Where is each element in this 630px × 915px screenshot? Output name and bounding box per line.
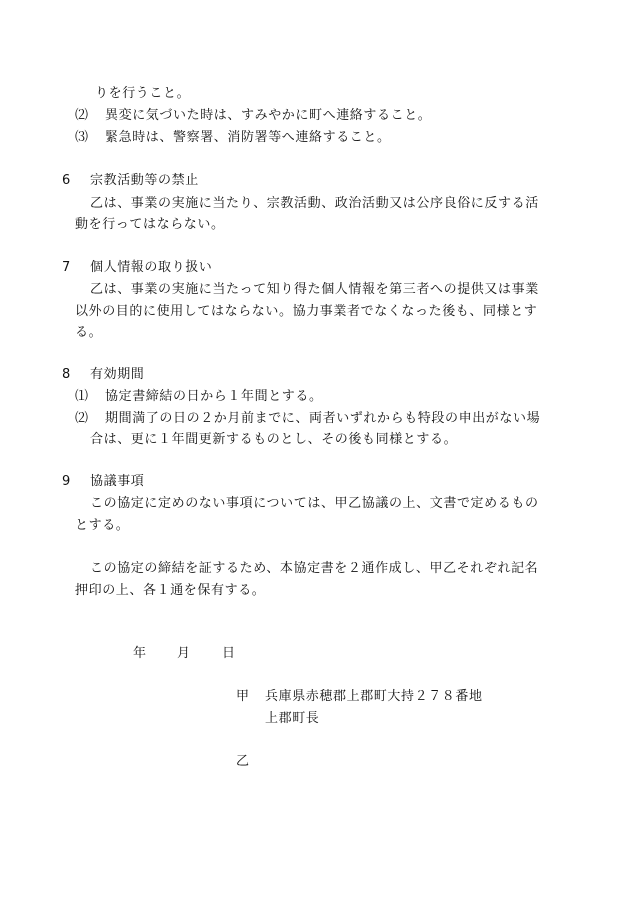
section-9-number: 9 bbox=[62, 474, 71, 489]
list-item-text: 協定書締結の日から１年間とする。 bbox=[105, 389, 323, 404]
closing-line-1: この協定の締結を証するため、本協定書を２通作成し、甲乙それぞれ記名 bbox=[90, 561, 539, 576]
section-9-line-2: とする。 bbox=[75, 518, 130, 533]
section-7-line-2: 以外の目的に使用してはならない。協力事業者でなくなった後も、同様とす bbox=[75, 304, 538, 319]
section-6-number: 6 bbox=[62, 173, 71, 188]
section-9-heading: 協議事項 bbox=[90, 474, 145, 489]
list-item-number: ⑵ bbox=[75, 411, 89, 426]
list-item-text: 緊急時は、警察署、消防署等へ連絡すること。 bbox=[105, 130, 391, 145]
date-day: 日 bbox=[222, 646, 236, 661]
closing-line-2: 押印の上、各１通を保有する。 bbox=[75, 583, 266, 598]
continued-text: りを行うこと。 bbox=[95, 86, 191, 101]
list-item-number: ⑶ bbox=[75, 130, 89, 145]
party-b-label: 乙 bbox=[236, 754, 250, 769]
section-6-line-2: 動を行ってはならない。 bbox=[75, 217, 225, 232]
section-7-line-1: 乙は、事業の実施に当たって知り得た個人情報を第三者への提供又は事業 bbox=[90, 282, 539, 297]
section-7-heading: 個人情報の取り扱い bbox=[90, 260, 213, 275]
date-year: 年 bbox=[133, 646, 147, 661]
section-9-line-1: この協定に定めのない事項については、甲乙協議の上、文書で定めるもの bbox=[90, 496, 539, 511]
party-a-label: 甲 bbox=[236, 689, 250, 704]
section-7-line-3: る。 bbox=[75, 325, 103, 340]
section-7-number: 7 bbox=[62, 260, 71, 275]
section-8-number: 8 bbox=[62, 367, 71, 382]
date-month: 月 bbox=[177, 646, 191, 661]
section-8-heading: 有効期間 bbox=[90, 367, 145, 382]
list-item-number: ⑵ bbox=[75, 108, 89, 123]
party-a-address: 兵庫県赤穂郡上郡町大持２７８番地 bbox=[265, 689, 483, 704]
section-6-heading: 宗教活動等の禁止 bbox=[90, 173, 199, 188]
section-6-line-1: 乙は、事業の実施に当たり、宗教活動、政治活動又は公序良俗に反する活 bbox=[90, 196, 539, 211]
list-item-text: 異変に気づいた時は、すみやかに町へ連絡すること。 bbox=[105, 108, 432, 123]
party-a-title: 上郡町長 bbox=[265, 711, 320, 726]
list-item-number: ⑴ bbox=[75, 389, 89, 404]
list-item-continuation: 合は、更に１年間更新するものとし、その後も同様とする。 bbox=[90, 432, 458, 447]
list-item-text: 期間満了の日の２か月前までに、両者いずれからも特段の申出がない場 bbox=[105, 411, 541, 426]
